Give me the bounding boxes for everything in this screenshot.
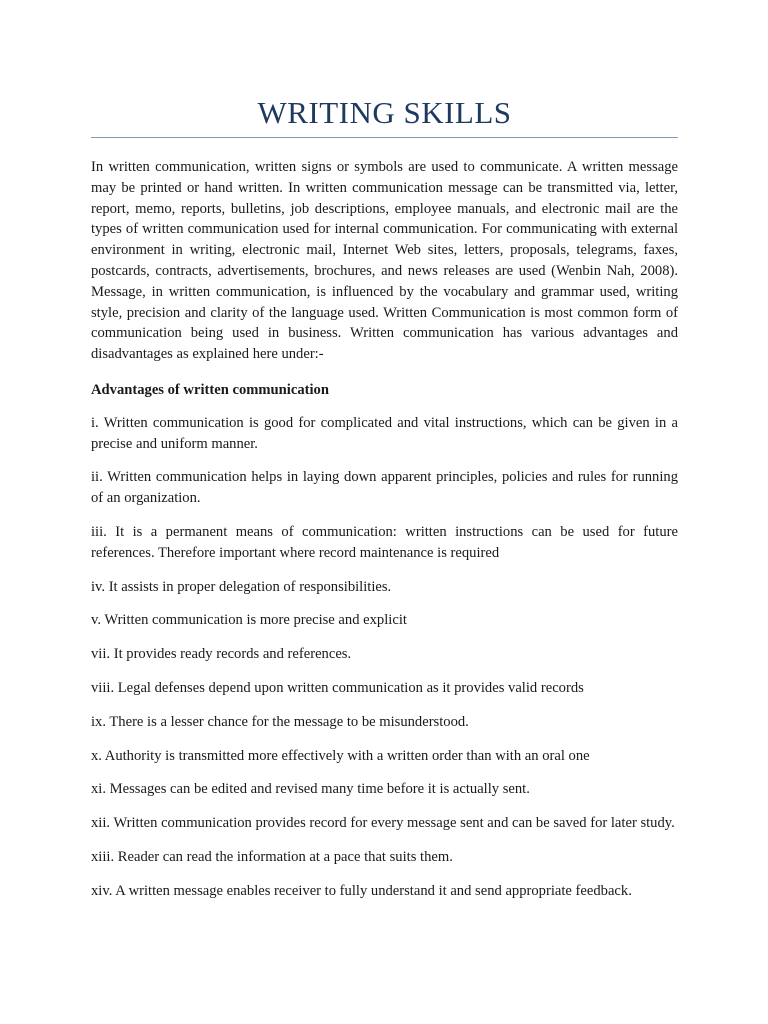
advantage-item: v. Written communication is more precise and explicit (91, 612, 407, 629)
advantage-item: xii. Written communication provides record for every message sent and can be saved for later study. (91, 815, 675, 832)
title-divider (91, 137, 678, 138)
page-title: WRITING SKILLS (257, 95, 512, 130)
advantage-item: i. Written communication is good for complicated and vital instructions, which can be given in a precise and uniform manner. (91, 414, 678, 452)
advantage-item: xi. Messages can be edited and revised many time before it is actually sent. (91, 781, 530, 798)
intro-paragraph: In written communication, written signs or symbols are used to communicate. A written message may be printed or hand written. In written communication message can be transmitted via, letter, report, memo, reports, bulletins, job descriptions, employee manuals, and electronic mail are the types of written communication used for internal communication. For communicating with external environment in writing, electronic mail, Internet Web sites, letters, proposals, telegrams, faxes, postcards, contracts, advertisements, brochures, and news releases are used (Wenbin Nah, 2008). Message, in written communication, is influenced by the vocabulary and grammar used, writing style, precision and clarity of the language used. Written Communication is most common form of communication being used in business. Written communication has various advantages and disadvantages as explained here under:- (91, 159, 678, 363)
advantage-item: iv. It assists in proper delegation of responsibilities. (91, 578, 392, 595)
advantages-heading: Advantages of written communication (91, 381, 329, 398)
advantage-item: ii. Written communication helps in laying down apparent principles, policies and rules for running of an organization. (91, 469, 678, 507)
advantage-item: xiv. A written message enables receiver to fully understand it and send appropriate feedback. (91, 882, 632, 899)
advantage-item: viii. Legal defenses depend upon written communication as it provides valid records (91, 679, 584, 696)
advantage-item: x. Authority is transmitted more effectively with a written order than with an oral one (91, 747, 590, 764)
advantage-item: ix. There is a lesser chance for the message to be misunderstood. (91, 713, 469, 730)
advantage-item: vii. It provides ready records and references. (91, 646, 352, 663)
advantage-item: xiii. Reader can read the information at a pace that suits them. (91, 848, 453, 865)
advantage-item: iii. It is a permanent means of communication: written instructions can be used for future references. Therefore important where record maintenance is required (91, 523, 678, 561)
document-body (91, 157, 678, 915)
